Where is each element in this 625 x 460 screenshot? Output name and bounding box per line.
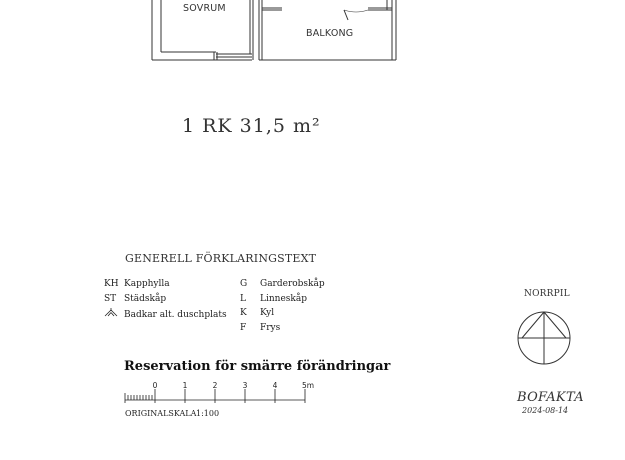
legend-label: Garderobskåp	[260, 279, 325, 289]
legend-code: F	[240, 323, 247, 333]
scale-tick-label: 1	[182, 381, 188, 390]
legend-item-f	[240, 323, 280, 333]
legend-code: K	[240, 308, 247, 318]
legend-item-kh	[104, 279, 170, 289]
legend-code: KH	[104, 279, 119, 289]
brand-date: 2024-08-14	[522, 406, 569, 415]
reservation-note: Reservation för smärre förändringar	[124, 359, 391, 374]
legend-label: Kyl	[260, 308, 275, 318]
scale-tick-label: 4	[272, 381, 278, 390]
brand-name: BOFAKTA	[517, 390, 584, 405]
legend-label: Badkar alt. duschplats	[124, 310, 227, 320]
scale-tick-label: 5m	[301, 381, 315, 390]
legend-code: ST	[104, 294, 117, 304]
floor-plan	[0, 0, 625, 80]
legend-item-g	[240, 279, 325, 289]
north-arrow-icon	[514, 310, 574, 366]
legend-label: Frys	[260, 323, 281, 333]
apartment-summary: 1 RK 31,5 m²	[182, 115, 321, 137]
scale-tick-label: 2	[212, 381, 218, 390]
original-scale-label: ORIGINALSKALA	[125, 409, 197, 418]
legend-item-shower	[104, 308, 227, 320]
original-scale-value: 1:100	[196, 409, 220, 418]
legend-label: Linneskåp	[260, 294, 307, 304]
legend-item-k	[240, 308, 274, 318]
shower-symbol-icon	[104, 308, 124, 320]
legend-item-st	[104, 294, 166, 304]
legend-label: Städskåp	[124, 294, 167, 304]
room-label-bedroom: SOVRUM	[183, 3, 226, 14]
legend-code: L	[240, 294, 246, 304]
scale-tick-label: 3	[242, 381, 248, 390]
legend-item-l	[240, 294, 307, 304]
scale-bar	[120, 376, 320, 412]
legend-title: GENERELL FÖRKLARINGSTEXT	[125, 252, 317, 265]
legend-label: Kapphylla	[124, 279, 170, 289]
room-label-balcony: BALKONG	[306, 28, 354, 39]
legend-code: G	[240, 279, 248, 289]
scale-tick-label: 0	[152, 381, 158, 390]
north-arrow-label: NORRPIL	[524, 289, 570, 299]
